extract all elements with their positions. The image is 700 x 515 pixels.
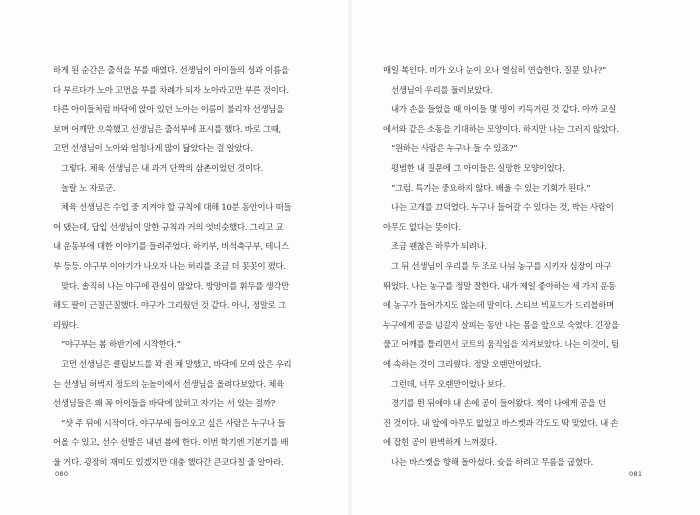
text-line: 고먼 선생님이 노아와 엄청나게 많이 닮았다는 걸 알았다. xyxy=(53,143,253,154)
text-line: 그 뒤 선생님이 우리를 두 조로 나눠 농구를 시키자 심장이 마구 xyxy=(391,260,612,271)
text-line: 선생님들은 왜 꼭 아이들을 바닥에 앉히고 자기는 서 있는 걸까? xyxy=(53,398,275,409)
text-line: 나는 바스켓을 향해 돌아섰다. 슛을 하려고 무릎을 굽혔다. xyxy=(391,456,594,467)
left-page-number: 080 xyxy=(55,470,69,478)
text-line: 에 속하는 것이 그리웠다. 정말 오랜만이었다. xyxy=(383,358,542,369)
text-line: “야구부는 봄 하반기에 시작한다.” xyxy=(61,339,181,350)
text-line: 놀랄 노 자로군. xyxy=(61,182,116,193)
text-line: 내 운동부에 대한 이야기를 들려주었다. 하키부, 비석축구부, 테니스 xyxy=(53,241,289,252)
text-line: 에 잡힌 공이 완벽하게 느껴졌다. xyxy=(383,437,497,448)
text-line: 풀고 어깨를 틀리면서 코트의 움직임을 지켜보았다. 나는 이것이, 팀 xyxy=(383,339,619,350)
text-line: 는 선생님 허벅지 정도의 눈높이에서 선생님을 올려다보았다. 체육 xyxy=(53,378,284,389)
text-line: 다른 아이들처럼 바닥에 앉아 있던 노아는 이름이 불리자 선생님을 xyxy=(53,104,284,115)
text-line: 에서와 같은 소동을 기대하는 모양이다. 하지만 나는 그러지 않았다. xyxy=(383,123,619,134)
text-line: “그럼. 특기는 중요하지 않다. 배울 수 있는 기회가 된다.” xyxy=(391,182,591,193)
text-line: 어 댔는데, 답입 선생님이 말한 규칙과 거의 엇비슷했다. 그리고 교 xyxy=(53,221,284,232)
text-line: 하게 된 순간은 출석을 부를 때였다. 선생님이 아이들의 성과 이름을 xyxy=(53,65,289,75)
text-line: 체육 선생님은 수업 중 지켜야 할 규칙에 대해 10분 동안이나 떠들 xyxy=(61,202,292,213)
text-line: 누구에게 공을 넘길지 살피는 동안 나는 몸을 앞으로 숙였다. 긴장을 xyxy=(383,319,619,330)
text-line: 그렇다. 체육 선생님은 내 과거 단짝의 삼촌이었던 것이다. xyxy=(61,162,264,173)
text-line: 맞다. 솔직히 나는 야구에 관심이 많았다. 방망이를 휘두를 생각만 xyxy=(61,280,289,291)
text-line: “원하는 사람은 누구나 들 수 있죠?” xyxy=(391,143,518,154)
text-line: 리웠다. xyxy=(53,319,79,330)
text-line: 아무도 없다는 뜻이다. xyxy=(383,221,461,232)
text-line: 매일 복인다. 비가 오나 눈이 오나 열심히 연습한다. 질문 있나?” xyxy=(383,65,606,75)
text-line: 보며 어깨만 으쓱했고 선생님은 출석부에 표시를 했다. 바로 그때, xyxy=(53,123,281,134)
text-line: 에 농구가 들어가지도 않는데 말이다. 스티브 빅포드가 드리블하며 xyxy=(383,300,614,311)
right-page xyxy=(350,0,700,515)
text-line: 부 등등. 야구부 이야기가 나오자 나는 허리를 조금 더 꼿꼿이 폈다. xyxy=(53,260,286,271)
text-line: 내가 손을 들었을 때 아이들 몇 명이 키득거린 것 같다. 아까 교실 xyxy=(391,104,616,115)
text-line: “샷 주 뒤에 시작이다. 야구부에 들어오고 싶은 사람은 누구나 들 xyxy=(61,417,286,428)
right-page-text xyxy=(383,61,653,472)
left-page-text xyxy=(53,61,318,472)
text-line: 다 부르다가 노아 고먼을 부를 차례가 되자 노아라고만 부른 것이다. xyxy=(53,84,289,95)
text-line: 진 것이다. 내 앞에 아무도 없었고 바스켓과 각도도 딱 맞았다. 내 손 xyxy=(383,417,619,428)
text-line: 조금 괜찮은 하루가 되려나. xyxy=(391,241,487,252)
text-line: 나는 고개를 끄덕였다. 누구나 들어갈 수 있다는 것, 박는 사람이 xyxy=(391,202,614,213)
text-line: 선생님이 우리를 둘러보았다. xyxy=(391,84,493,95)
text-line: 어올 수 있고, 선수 선발은 내년 봄에 한다. 이번 학기엔 기본기를 배 xyxy=(53,437,289,448)
text-line: 고먼 선생님은 클립보드를 꽉 쥔 채 말했고, 바닥에 모여 앉은 우리 xyxy=(61,358,292,369)
right-page-number: 081 xyxy=(629,470,643,478)
text-line: 평범한 내 질문에 그 아이들은 실망한 모양이었다. xyxy=(391,162,565,173)
text-line: 경기를 뛴 뒤에야 내 손에 공이 들어왔다. 잭이 나에게 공을 던 xyxy=(391,398,606,409)
text-line: 그런데, 너무 오랜만이었나 보다. xyxy=(391,378,505,389)
text-line: 해도 팔이 근질근질했다. 야구가 그리웠던 것 같다. 아니, 정말로 그 xyxy=(53,300,286,311)
text-line: 울 거다. 굉장히 재미도 있겠지만 대충 했다간 큰코다칠 줄 알아라. xyxy=(53,456,284,467)
text-line: 뛰었다. 나는 농구를 정말 잘한다. 내가 제일 좋아하는 세 가지 운동 xyxy=(383,280,616,291)
